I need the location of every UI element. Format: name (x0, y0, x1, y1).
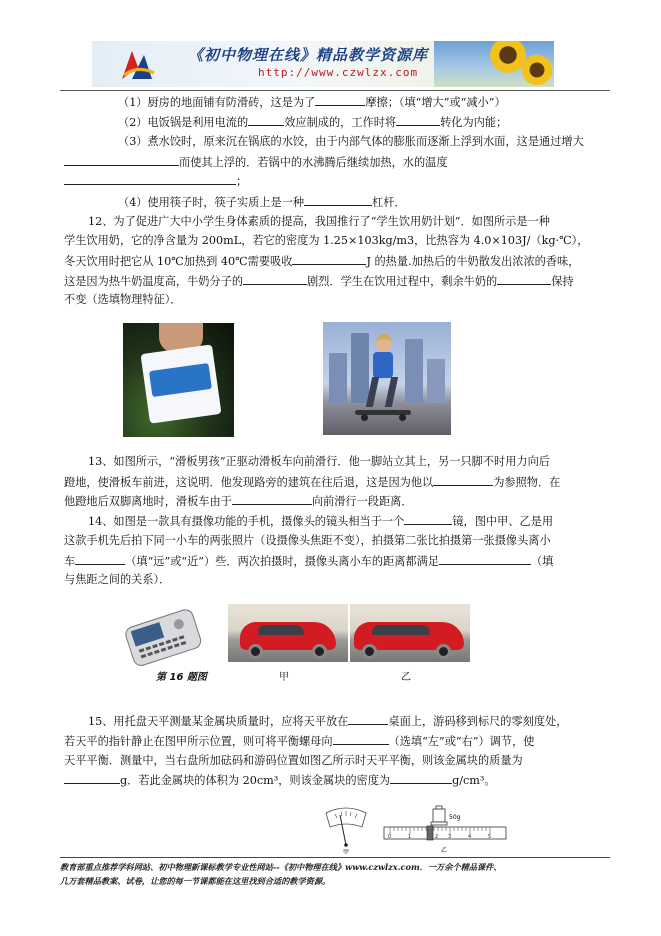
answer-blank[interactable] (292, 254, 366, 265)
q15-line3: 天平平衡．测量中，当右盘所加砝码和游码位置如图乙所示时天平平衡，则该金属块的质量为 (64, 754, 523, 767)
caption-jia: 甲 (279, 672, 289, 683)
footer-divider (60, 857, 610, 858)
smartphone-icon (116, 608, 208, 666)
q12-line5: 不变（选填物理特征）． (64, 293, 182, 306)
q15-line1: 15、用托盘天平测量某金属块质量时，应将天平放在 桌面上，游码移到标尺的零刻度处， (88, 715, 568, 728)
boy-head-icon (376, 334, 392, 352)
answer-blank[interactable] (439, 554, 531, 565)
milk-carton-photo (123, 323, 234, 437)
scale-tick-2: 2 (435, 834, 439, 840)
answer-blank[interactable] (348, 714, 388, 725)
q11-part1: （1）厨房的地面铺有防滑砖，这是为了 摩擦；（填“增大”或“减小”） (118, 96, 506, 109)
milk-bag-icon (140, 344, 221, 423)
car-photo-jia (228, 604, 348, 662)
q11-part3-line2: 而使其上浮的．若锅中的水沸腾后继续加热，水的温度 (64, 155, 448, 170)
answer-blank[interactable] (75, 554, 125, 565)
header-banner (92, 41, 554, 87)
q14-line2: 这款手机先后拍下同一小车的两张照片（设摄像头焦距不变），拍摄第二张比拍摄第一张摄像头离小 (64, 534, 551, 547)
rider-slider (427, 826, 433, 840)
q13-line2: 蹬地，使滑板车前进，这说明．他发现路旁的建筑在往后退，这是因为他以 为参照物．在 (64, 476, 561, 489)
answer-blank[interactable] (64, 174, 236, 185)
site-logo-icon (118, 45, 158, 83)
answer-blank[interactable] (304, 195, 372, 206)
q12-line3: 冬天饮用时把它从 10℃加热到 40℃需要吸收 J 的热量.加热后的牛奶散发出浓浓的香味， (64, 255, 580, 268)
answer-blank[interactable] (243, 274, 307, 285)
q11-part4: （4）使用筷子时，筷子实质上是一种 杠杆． (118, 196, 406, 209)
q15-line4: g．若此金属块的体积为 20cm³，则该金属块的密度为 g/cm³。 (64, 773, 496, 788)
q11-part3-line1: （3）煮水饺时，原来沉在锅底的水饺，由于内部气体的膨胀而逐渐上浮到水面，这是通过增大 (118, 135, 584, 148)
q12-line1: 12、为了促进广大中小学生身体素质的提高，我国推行了“学生饮用奶计划”．如图所示是一种 (88, 215, 550, 228)
footer-line1: 教育部重点推荐学科网站、初中物理新课标教学专业性网站--《初中物理在线》www.czwlzx.com．一万余个精品课件、 (60, 862, 502, 872)
caption-yi: 乙 (401, 672, 411, 683)
scale-tick-0: 0 (388, 834, 392, 840)
answer-blank[interactable] (232, 494, 312, 505)
q12-line4: 这是因为热牛奶温度高，牛奶分子的 剧烈．学生在饮用过程中，剩余牛奶的 保持 (64, 275, 574, 288)
footer-line2: 几万套精品教案、试卷，让您的每一节课都能在这里找到合适的教学资源。 (60, 876, 331, 886)
header-divider (60, 90, 610, 91)
answer-blank[interactable] (333, 734, 389, 745)
car-photo-yi (350, 604, 470, 662)
skateboard-boy-photo (323, 322, 451, 435)
q14-line4: 与焦距之间的关系）． (64, 573, 171, 586)
q13-line1: 13、如图所示，“滑板男孩”正驱动滑板车向前滑行．他一脚站立其上，另一只脚不时用力向后 (88, 455, 550, 468)
q13-line3: 他蹬地后双脚离地时，滑板车由于 向前滑行一段距离． (64, 495, 413, 508)
answer-blank[interactable] (396, 115, 440, 126)
answer-blank[interactable] (497, 274, 551, 285)
scale-tick-1: 1 (408, 834, 412, 840)
sunflower-icon (520, 53, 554, 87)
q11-part2: （2）电饭锅是利用电流的 效应制成的，工作时将 转化为内能； (118, 116, 508, 129)
q14-line1: 14、如图是一款具有摄像功能的手机，摄像头的镜头相当于一个 镜，图中甲、乙是用 (88, 515, 554, 528)
answer-blank[interactable] (64, 155, 179, 166)
q11-part3-line3: ； (64, 174, 247, 189)
scale-tick-5: 5 (488, 834, 492, 840)
balance-figure (322, 803, 512, 855)
label-jia: 甲 (343, 849, 350, 855)
answer-blank[interactable] (315, 95, 365, 106)
answer-blank[interactable] (433, 475, 493, 486)
q12-line2: 学生饮用奶，它的净含量为 200mL，若它的密度为 1.25×103kg/m3，比热容为 4.0×103J/（kg·℃）， (64, 234, 589, 247)
banner-url[interactable]: http://www.czwlzx.com (258, 66, 419, 79)
figure-caption: 第 16 题图 (156, 672, 207, 683)
boy-body-icon (373, 352, 393, 378)
answer-blank[interactable] (64, 773, 120, 784)
answer-blank[interactable] (248, 115, 284, 126)
answer-blank[interactable] (390, 773, 452, 784)
balance-dial-jia (326, 808, 366, 847)
banner-title: 《初中物理在线》精品教学资源库 (188, 46, 429, 64)
scale-tick-3: 3 (448, 834, 452, 840)
scale-tick-4: 4 (468, 834, 472, 840)
weight-label: 50g (449, 814, 461, 821)
q15-line2: 若天平的指针静止在图甲所示位置，则可将平衡螺母向 （选填“左”或“右”）调节，使 (64, 735, 535, 748)
label-yi: 乙 (441, 847, 448, 854)
answer-blank[interactable] (404, 514, 452, 525)
weight-50g-icon (431, 806, 447, 825)
q14-line3: 车 （填“远”或“近”）些．两次拍摄时，摄像头离小车的距离都满足 （填 (64, 555, 554, 568)
